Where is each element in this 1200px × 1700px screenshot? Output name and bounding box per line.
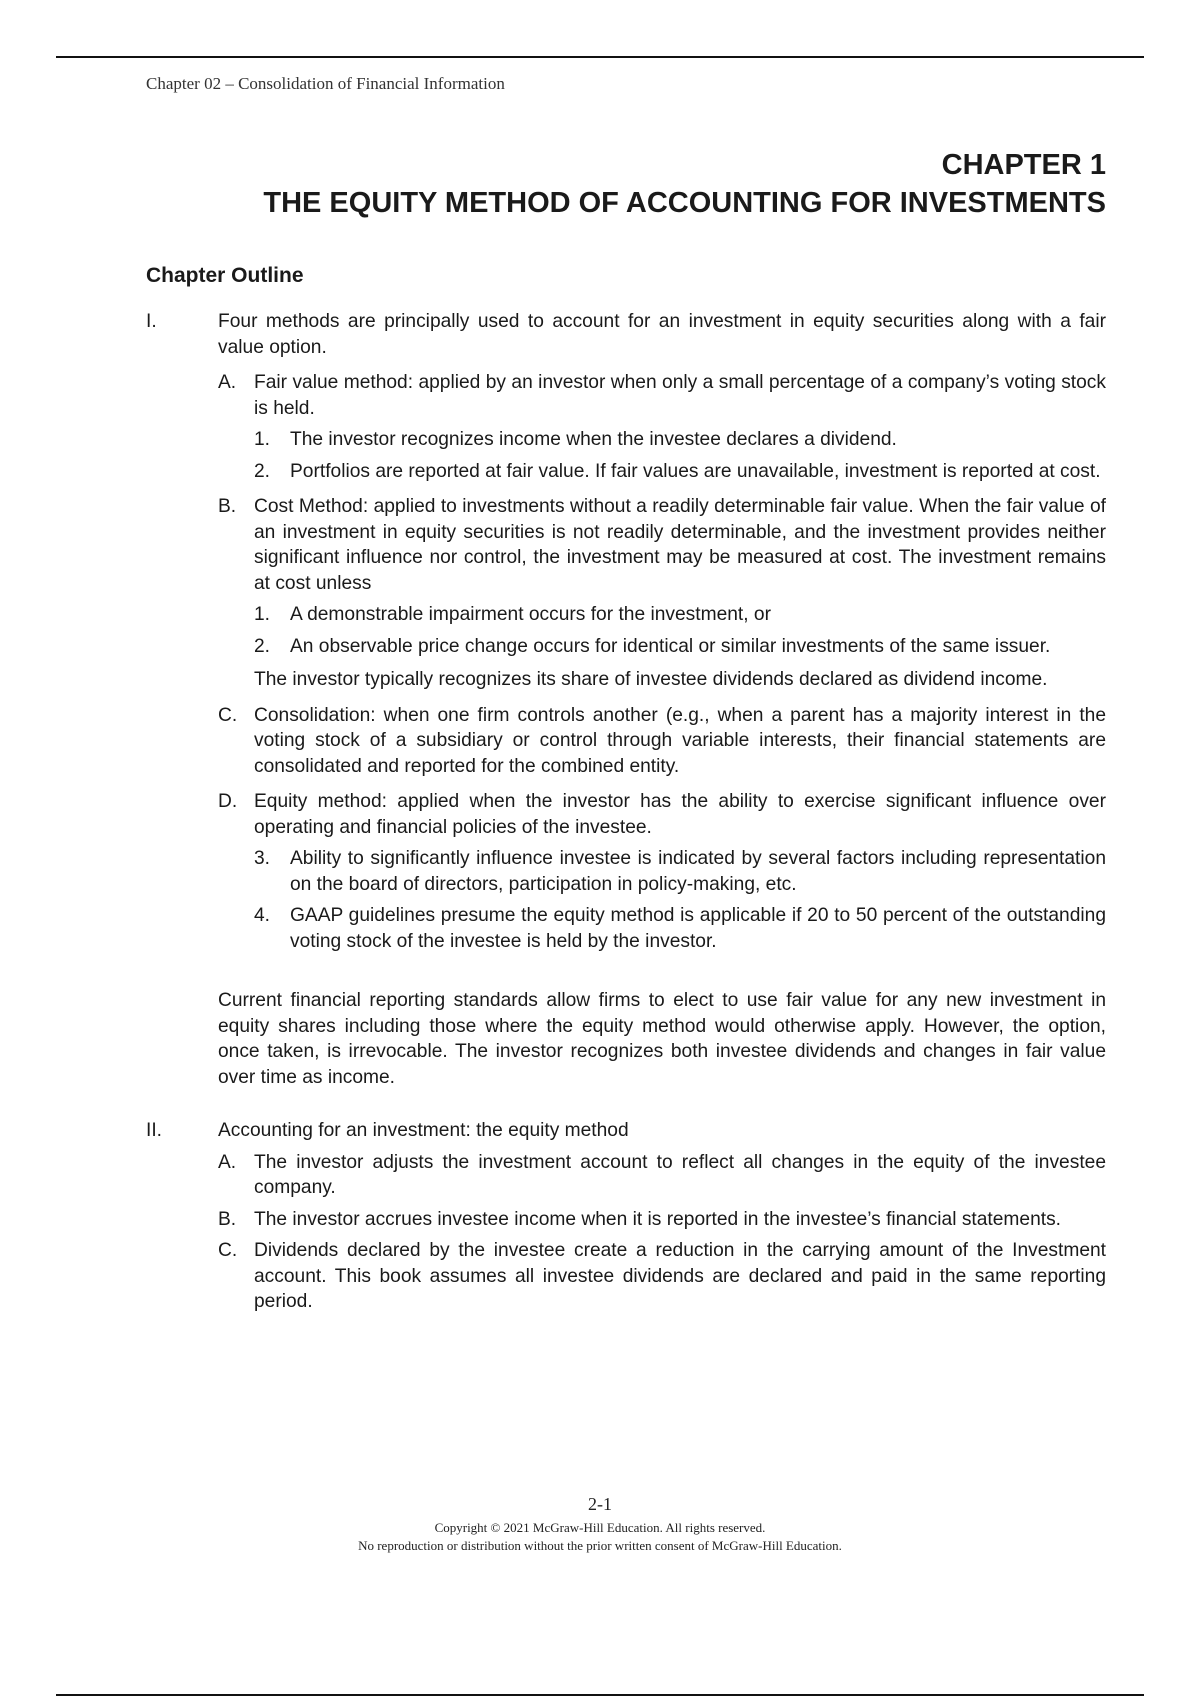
page-number: 2-1 bbox=[588, 1494, 612, 1514]
outline-section-2 bbox=[146, 1118, 1106, 1315]
sub-item-marker: 1. bbox=[254, 429, 271, 450]
sub-item bbox=[254, 459, 1106, 485]
item-marker: D. bbox=[218, 791, 238, 812]
item-text: Equity method: applied when the investor has the ability to exercise significant influence over operating and financial policies of the investee. bbox=[254, 791, 1106, 838]
outline-item-d bbox=[218, 789, 1106, 954]
sub-item bbox=[254, 903, 1106, 954]
section-numeral: II. bbox=[146, 1120, 162, 1141]
sub-item-text: The investor recognizes income when the investee declares a dividend. bbox=[290, 429, 897, 450]
outline-item-b bbox=[218, 1207, 1106, 1233]
sub-item-marker: 3. bbox=[254, 848, 271, 869]
item-text: Dividends declared by the investee create a reduction in the carrying amount of the Investment account. This book assumes all investee dividends are declared and paid in the same reporting period. bbox=[254, 1240, 1106, 1312]
item-marker: B. bbox=[218, 496, 237, 517]
outline-section-1 bbox=[146, 309, 1106, 1090]
item-note: The investor typically recognizes its share of investee dividends declared as dividend income. bbox=[254, 669, 1048, 690]
outline-title: Chapter Outline bbox=[146, 264, 304, 287]
section-intro: Four methods are principally used to account for an investment in equity securities along with a fair value option. bbox=[218, 311, 1106, 358]
item-body bbox=[254, 789, 1106, 954]
chapter-heading bbox=[146, 146, 1106, 222]
fair-value-option-paragraph: Current financial reporting standards allow firms to elect to use fair value for any new investment in equity shares including those where the equity method would otherwise apply. However, the option, once taken, is irrevocable. The investor recognizes both investee dividends and changes in fair value over time as income. bbox=[218, 990, 1106, 1088]
reproduction-notice: No reproduction or distribution without the prior written consent of McGraw-Hill Education. bbox=[358, 1538, 842, 1553]
sub-item-marker: 2. bbox=[254, 460, 271, 482]
item-marker: A. bbox=[218, 1151, 237, 1173]
sub-item-text: GAAP guidelines presume the equity method is applicable if 20 to 50 percent of the outstanding voting stock of the investee is held by the investor. bbox=[290, 905, 1106, 952]
item-body bbox=[254, 370, 1106, 484]
running-head: Chapter 02 – Consolidation of Financial Information bbox=[146, 74, 505, 93]
sub-item-marker: 2. bbox=[254, 635, 271, 657]
sub-item bbox=[254, 634, 1106, 660]
outline-item-a bbox=[218, 1150, 1106, 1201]
page-content bbox=[146, 146, 1106, 1315]
sub-item-text: An observable price change occurs for identical or similar investments of the same issuer. bbox=[290, 635, 1051, 657]
sub-item bbox=[254, 427, 1106, 453]
chapter-title: THE EQUITY METHOD OF ACCOUNTING FOR INVESTMENTS bbox=[263, 187, 1106, 219]
bottom-rule bbox=[56, 1694, 1144, 1696]
sub-item bbox=[254, 846, 1106, 897]
outline-item-a bbox=[218, 370, 1106, 484]
item-marker: A. bbox=[218, 372, 237, 393]
outline-item-b bbox=[218, 494, 1106, 693]
copyright-line: Copyright © 2021 McGraw-Hill Education. All rights reserved. bbox=[434, 1520, 766, 1535]
sub-item bbox=[254, 602, 1106, 628]
item-body bbox=[254, 703, 1106, 780]
item-marker: B. bbox=[218, 1208, 237, 1230]
sub-item-text: A demonstrable impairment occurs for the investment, or bbox=[290, 604, 771, 625]
sub-item-marker: 4. bbox=[254, 905, 271, 926]
sub-item-text: Portfolios are reported at fair value. If fair values are unavailable, investment is reported at cost. bbox=[290, 460, 1101, 482]
item-text: The investor adjusts the investment account to reflect all changes in the equity of the investee company. bbox=[254, 1151, 1106, 1198]
sub-item-text: Ability to significantly influence investee is indicated by several factors including representation on the board of directors, participation in policy-making, etc. bbox=[290, 848, 1106, 895]
outline-item-c bbox=[218, 703, 1106, 780]
sub-item-marker: 1. bbox=[254, 604, 271, 625]
item-marker: C. bbox=[218, 1240, 238, 1261]
section-body bbox=[218, 309, 1106, 1090]
item-marker: C. bbox=[218, 704, 238, 726]
outline-item-c bbox=[218, 1238, 1106, 1315]
item-text: Fair value method: applied by an investor when only a small percentage of a company’s voting stock is held. bbox=[254, 372, 1106, 419]
item-text: Consolidation: when one firm controls another (e.g., when a parent has a majority interest in the voting stock of a subsidiary or control through variable interests, their financial statements are consolidated and reported for the combined entity. bbox=[254, 704, 1106, 777]
item-body bbox=[254, 494, 1106, 693]
top-rule bbox=[56, 56, 1144, 58]
section-numeral: I. bbox=[146, 311, 157, 332]
item-text: Cost Method: applied to investments without a readily determinable fair value. When the fair value of an investment in equity securities is not readily determinable, and the investment provides neither significant influence nor control, the investment may be measured at cost. The investment remains at cost unless bbox=[254, 496, 1106, 594]
item-text: The investor accrues investee income when it is reported in the investee’s financial statements. bbox=[254, 1208, 1061, 1230]
page-footer bbox=[0, 1493, 1200, 1555]
section-intro: Accounting for an investment: the equity method bbox=[218, 1120, 629, 1141]
section-body bbox=[218, 1118, 1106, 1315]
chapter-number: CHAPTER 1 bbox=[941, 149, 1106, 181]
